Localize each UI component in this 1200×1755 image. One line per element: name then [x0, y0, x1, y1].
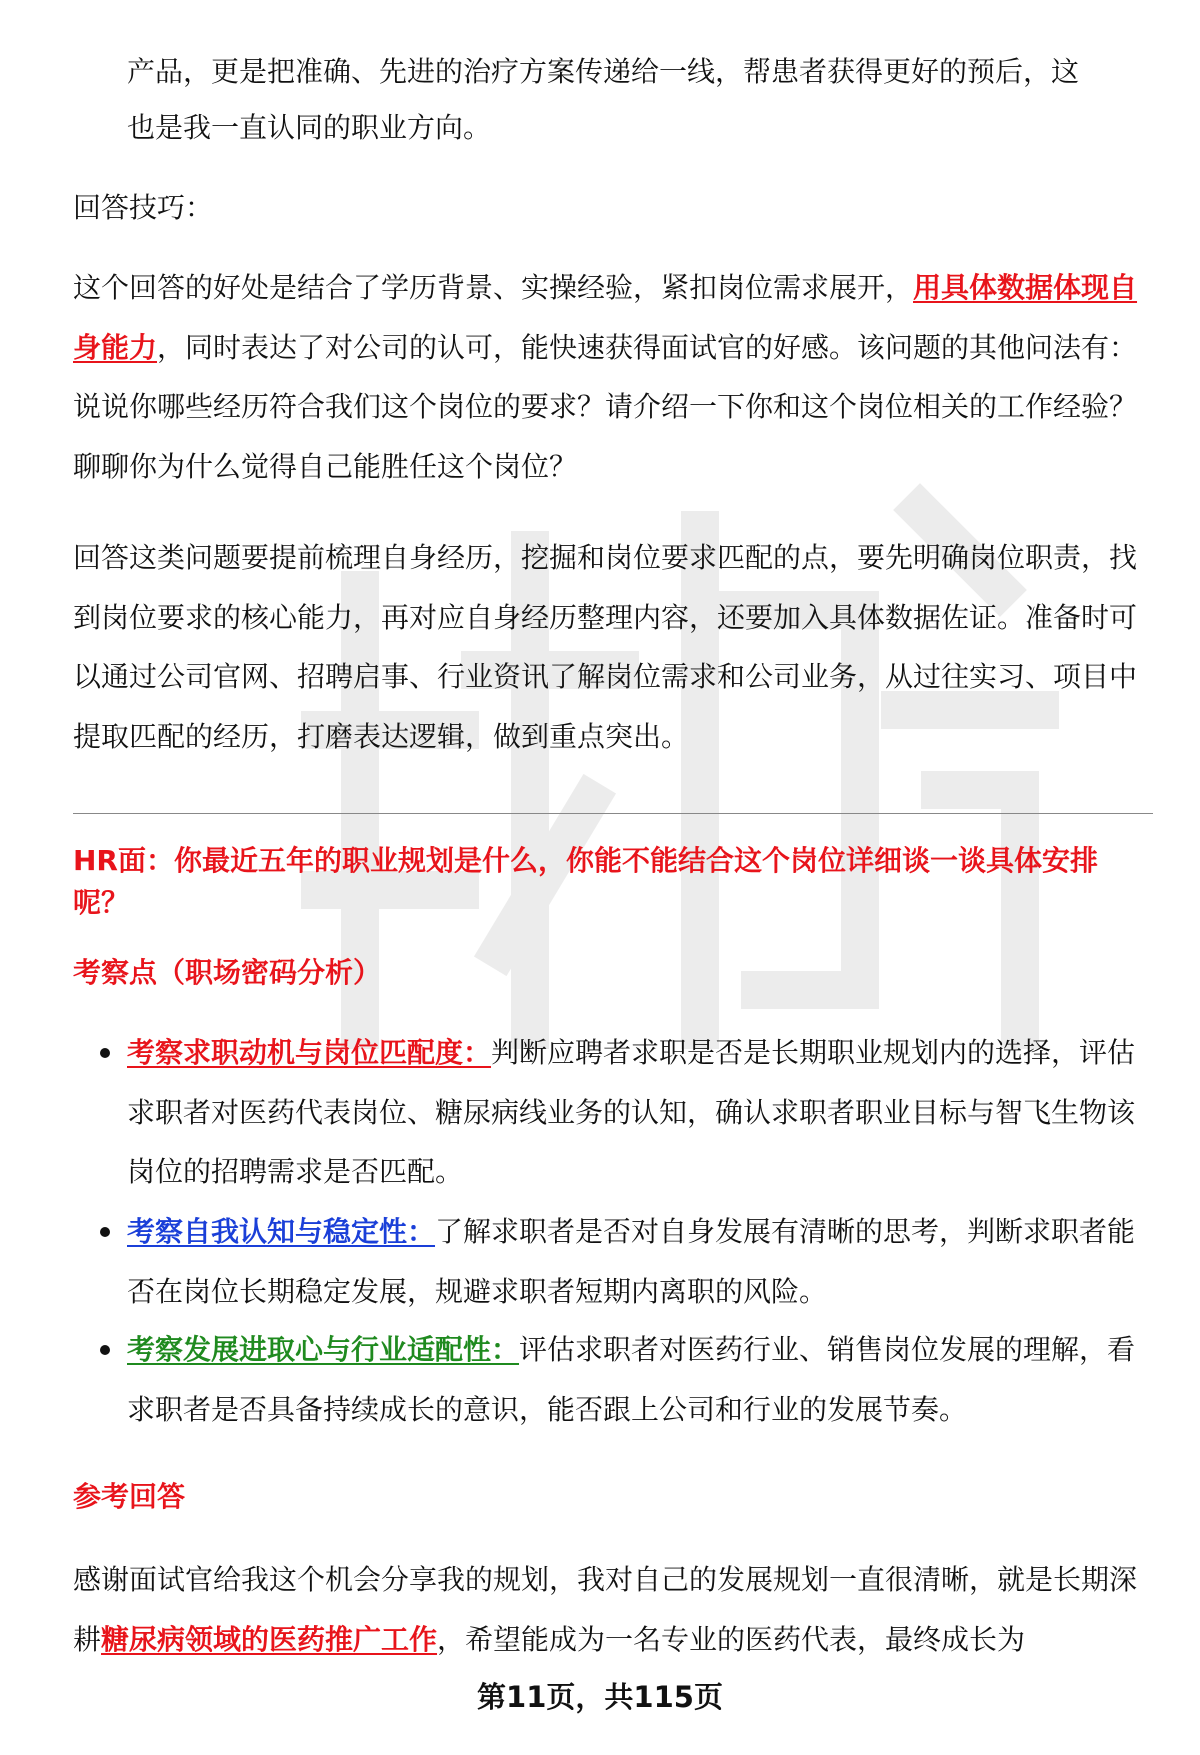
- section-divider: [73, 813, 1153, 814]
- bullet-item: [127, 1023, 1153, 1202]
- bullet-text: 了解求职者是否对自身发展有清晰的思考，判断求职者能否在岗位长期稳定发展，规避求职者短期内离职的风险。: [127, 1215, 1136, 1308]
- bullet-item: [127, 1320, 1153, 1439]
- bullet-item: [127, 1202, 1153, 1321]
- tips-text: 这个回答的好处是结合了学历背景、实操经验，紧扣岗位需求展开，: [73, 271, 914, 304]
- paragraph-line: 也是我一直认同的职业方向。: [127, 111, 492, 144]
- bullet-label: 考察发展进取心与行业适配性：: [127, 1333, 520, 1366]
- bullet-label: 考察求职动机与岗位匹配度：: [127, 1036, 492, 1069]
- answer-title: 参考回答: [73, 1480, 186, 1513]
- answer-highlight: 糖尿病领域的医药推广工作: [101, 1622, 438, 1656]
- bullet-icon: [100, 1227, 110, 1237]
- tips2-paragraph: 回答这类问题要提前梳理自身经历，挖掘和岗位要求匹配的点，要先明确岗位职责，找到岗位要求的核心能力，再对应自身经历整理内容，还要加入具体数据佐证。准备时可以通过公司官网、招聘启事、行业资讯了解岗位需求和公司业务，从过往实习、项目中提取匹配的经历，打磨表达逻辑，做到重点突出。: [73, 541, 1138, 753]
- paragraph-line: 产品，更是把准确、先进的治疗方案传递给一线，帮患者获得更好的预后，这: [127, 55, 1080, 88]
- bullet-text: 评估求职者对医药行业、销售岗位发展的理解，看求职者是否具备持续成长的意识，能否跟上公司和行业的发展节奏。: [127, 1333, 1136, 1426]
- bullet-text: 判断应聘者求职是否是长期职业规划内的选择，评估求职者对医药代表岗位、糖尿病线业务的认知，确认求职者职业目标与智飞生物该岗位的招聘需求是否匹配。: [127, 1036, 1136, 1188]
- answer-text: 感谢面试官给我这个机会分享我的规划，我对自己的发展规划一直很清晰，就是长期深耕: [73, 1563, 1138, 1656]
- examine-title: 考察点（职场密码分析）: [73, 956, 382, 989]
- bullet-label: 考察自我认知与稳定性：: [127, 1215, 436, 1248]
- answer-text: ，希望能成为一名专业的医药代表，最终成长为: [437, 1622, 1026, 1656]
- tips-label: 回答技巧：: [73, 191, 214, 224]
- tips-text: ，同时表达了对公司的认可，能快速获得面试官的好感。该问题的其他问法有：说说你哪些经历符合我们这个岗位的要求？请介绍一下你和这个岗位相关的工作经验？聊聊你为什么觉得自己能胜任这个岗位？: [73, 330, 1138, 483]
- bullet-icon: [100, 1345, 110, 1355]
- tips-highlight: 用具体数据体现自身能力: [73, 271, 1138, 364]
- tips-paragraph: [73, 258, 1153, 496]
- answer-paragraph: [73, 1550, 1153, 1669]
- page-number: 第11页，共115页: [477, 1680, 723, 1714]
- question-heading: HR面：你最近五年的职业规划是什么，你能不能结合这个岗位详细谈一谈具体安排呢？: [73, 844, 1098, 919]
- bullet-icon: [100, 1048, 110, 1058]
